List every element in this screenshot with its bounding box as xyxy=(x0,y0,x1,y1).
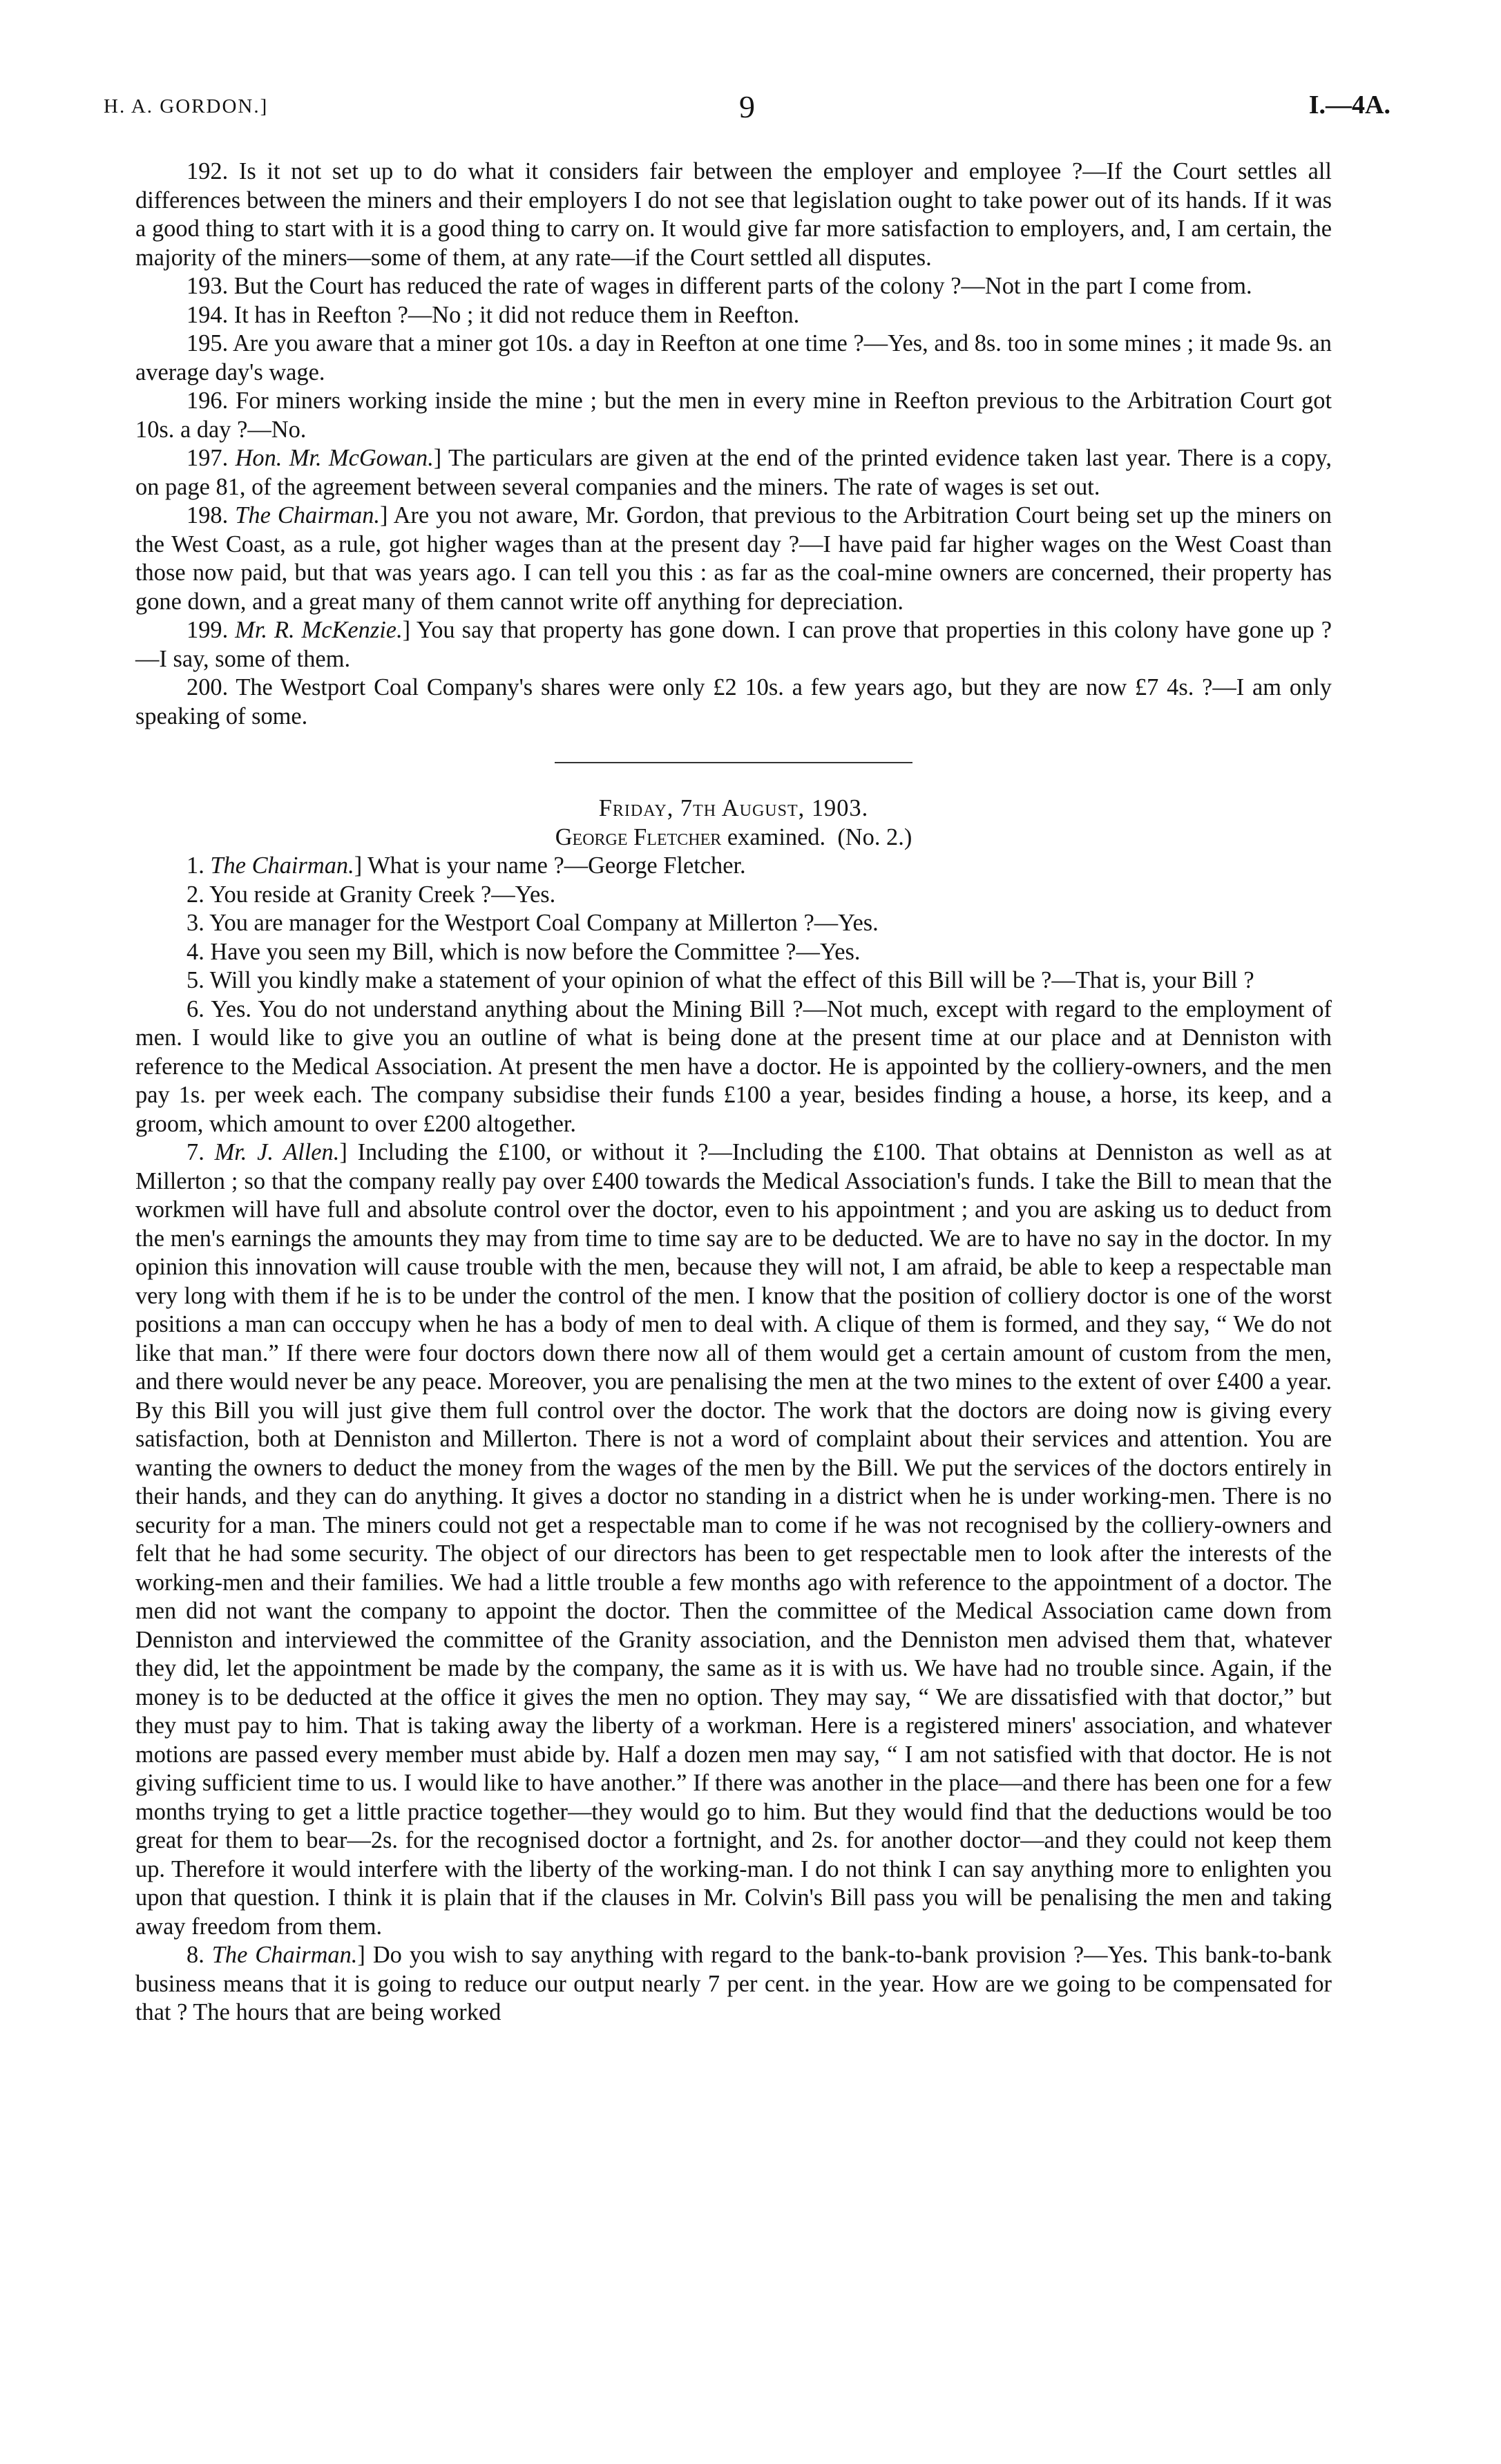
question-paragraph: 5. Will you kindly make a statement of your opinion of what the effect of this Bill will be ?—That is, your Bill ? xyxy=(187,967,1254,993)
question-number: 199. xyxy=(187,617,229,643)
section-date: Friday, 7th August, 1903. xyxy=(598,795,869,821)
question-paragraph: 193. But the Court has reduced the rate of wages in different parts of the colony ?—Not in the part I come from. xyxy=(187,273,1252,299)
question-paragraph: 199. Mr. R. McKenzie.] You say that property has gone down. I can prove that properties in this colony have gone up ?—I say, some of them. xyxy=(135,617,1332,672)
page-number: 9 xyxy=(739,89,755,124)
question-paragraph: 1. The Chairman.] What is your name ?—George Fletcher. xyxy=(187,852,746,879)
question-text: You say that property has gone down. I can prove that properties in this colony have gone up ?—I say, some of them. xyxy=(135,617,1332,672)
question-paragraph: 200. The Westport Coal Company's shares were only £2 10s. a few years ago, but they are now £7 4s. ?—I am only speaking of some. xyxy=(135,674,1332,729)
document-code: I.—4A. xyxy=(1308,90,1390,120)
witness-heading xyxy=(135,823,1332,852)
speaker-name: Hon. Mr. McGowan. xyxy=(235,445,434,471)
question-number: 8. xyxy=(187,1942,204,1968)
question-paragraph: 3. You are manager for the Westport Coal Company at Millerton ?—Yes. xyxy=(187,910,879,936)
question-paragraph: 194. It has in Reefton ?—No ; it did not reduce them in Reefton. xyxy=(187,301,800,328)
question-paragraph: 8. The Chairman.] Do you wish to say anything with regard to the bank-to-bank provision ?—Yes. This bank-to-bank business means that it is going to reduce our output nearly 7 per cent. in the year. How are we going to be compensated for that ? The hours that are being worked xyxy=(135,1942,1332,2025)
evidence-body xyxy=(135,157,1332,2027)
question-paragraph: 192. Is it not set up to do what it considers fair between the employer and employee ?—If the Court settles all differences between the miners and their employers I do not see that legislation ought to take power out of its hands. If it was a good thing to start with it is a good thing to carry on. It would give far more satisfaction to employers, and, I am certain, the majority of the miners—some of them, at any rate—if the Court settled all disputes. xyxy=(135,158,1332,271)
question-text: Do you wish to say anything with regard to the bank-to-bank provision ?—Yes. This bank-to-bank business means that it is going to reduce our output nearly 7 per cent. in the year. How are we going to be compensated for that ? The hours that are being worked xyxy=(135,1942,1332,2025)
question-text: Are you not aware, Mr. Gordon, that previous to the Arbitration Court being set up the miners on the West Coast, as a rule, got higher wages than at the present day ?—I have paid far higher wages on the West Coast than those now paid, but that was years ago. I can tell you this : as far as the coal-mine owners are concerned, their property has gone down, and a great many of them cannot write off anything for depreciation. xyxy=(135,502,1332,615)
speaker-name: The Chairman. xyxy=(211,1942,358,1968)
question-text: Including the £100, or without it ?—Including the £100. That obtains at Denniston as well as at Millerton ; so that the company really pay over £400 towards the Medical Association's funds. I take the Bill to mean that the workmen will have full and absolute control over the doctor, even to his appointment ; and you are asking us to deduct from the men's earnings the amounts they may from time to time say are to be deducted. We are to have no say in the doctor. In my opinion this innovation will cause trouble with the men, because they will not, I am afraid, be able to keep a respectable man very long with them if he is to be under the control of the men. I know that the position of colliery doctor is one of the worst positions a man can occcupy when he has a body of men to deal with. A clique of them is formed, and they say, “ We do not like that man.” If there were four doctors down there now all of them would get a certain amount of custom from the men, and there would never be any peace. Moreover, you are penalising the men at the two mines to the extent of over £400 a year. By this Bill you will just give them full control over the doctor. The work that the doctors are doing now is giving every satisfaction, both at Denniston and Millerton. There is not a word of complaint about their services and attention. You are wanting the owners to deduct the money from the wages of the men by the Bill. We put the services of the doctors entirely in their hands, and they can do anything. It gives a doctor no standing in a district when he is under working-men. There is no security for a man. The miners could not get a respectable man to come if he was not recognised by the colliery-owners and felt that he had some security. The object of our directors has been to get respectable men to look after the interests of the working-men and their families. We had a little trouble a few months ago with reference to the appointment of a doctor. The men did not want the company to appoint the doctor. Then the committee of the Medical Association came down from Denniston and interviewed the committee of the Granity association, and the Denniston men advised them that, whatever they did, let the appointment be made by the company, the same as it is with us. We have had no trouble since. Again, if the money is to be deducted at the office it gives the men no option. They may say, “ We are dissatisfied with that doctor,” but they must pay to him. That is taking away the liberty of a workman. Here is a registered miners' association, and whatever motions are passed every member must abide by. Half a dozen men may say, “ I am not satisfied with that doctor. He is not giving sufficient time to us. I would like to have another.” If there was another in the place—and there has been one for a few months trying to get a little practice together—they would go to him. But they would find that the deductions would be too great for them to bear—2s. for the recognised doctor a fortnight, and 2s. for another doctor—and they could not keep them up. Therefore it would interfere with the liberty of the working-man. I do not think I can say anything more to enlighten you upon that question. I think it is plain that if the clauses in Mr. Colvin's Bill pass you will be penalising the men and taking away freedom from them. xyxy=(135,1139,1332,1940)
question-number: 1. xyxy=(187,852,204,879)
question-paragraph: 196. For miners working inside the mine ; but the men in every mine in Reefton previous to the Arbitration Court got 10s. a day ?—No. xyxy=(135,388,1332,443)
question-paragraph: 198. The Chairman.] Are you not aware, Mr. Gordon, that previous to the Arbitration Court being set up the miners on the West Coast, as a rule, got higher wages than at the present day ?—I have paid far higher wages on the West Coast than those now paid, but that was years ago. I can tell you this : as far as the coal-mine owners are concerned, their property has gone down, and a great many of them cannot write off anything for depreciation. xyxy=(135,502,1332,615)
question-paragraph: 195. Are you aware that a miner got 10s. a day in Reefton at one time ?—Yes, and 8s. too in some mines ; it made 9s. an average day's wage. xyxy=(135,330,1332,385)
speaker-name: Mr. J. Allen. xyxy=(214,1139,340,1165)
question-paragraph: 7. Mr. J. Allen.] Including the £100, or without it ?—Including the £100. That obtains at Denniston as well as at Millerton ; so that the company really pay over £400 towards the Medical Association's funds. I take the Bill to mean that the workmen will have full and absolute control over the doctor, even to his appointment ; and you are asking us to deduct from the men's earnings the amounts they may from time to time say are to be deducted. We are to have no say in the doctor. In my opinion this innovation will cause trouble with the men, because they will not, I am afraid, be able to keep a respectable man very long with them if he is to be under the control of the men. I know that the position of colliery doctor is one of the worst positions a man can occcupy when he has a body of men to deal with. A clique of them is formed, and they say, “ We do not like that man.” If there were four doctors down there now all of them would get a certain amount of custom from the men, and there would never be any peace. Moreover, you are penalising the men at the two mines to the extent of over £400 a year. By this Bill you will just give them full control over the doctor. The work that the doctors are doing now is giving every satisfaction, both at Denniston and Millerton. There is not a word of complaint about their services and attention. You are wanting the owners to deduct the money from the wages of the men by the Bill. We put the services of the doctors entirely in their hands, and they can do anything. It gives a doctor no standing in a district when he is under working-men. There is no security for a man. The miners could not get a respectable man to come if he was not recognised by the colliery-owners and felt that he had some security. The object of our directors has been to get respectable men to look after the interests of the working-men and their families. We had a little trouble a few months ago with reference to the appointment of a doctor. The men did not want the company to appoint the doctor. Then the committee of the Medical Association came down from Denniston and interviewed the committee of the Granity association, and the Denniston men advised them that, whatever they did, let the appointment be made by the company, the same as it is with us. We have had no trouble since. Again, if the money is to be deducted at the office it gives the men no option. They may say, “ We are dissatisfied with that doctor,” but they must pay to him. That is taking away the liberty of a workman. Here is a registered miners' association, and whatever motions are passed every member must abide by. Half a dozen men may say, “ I am not satisfied with that doctor. He is not giving sufficient time to us. I would like to have another.” If there was another in the place—and there has been one for a few months trying to get a little practice together—they would go to him. But they would find that the deductions would be too great for them to bear—2s. for the recognised doctor a fortnight, and 2s. for another doctor—and they could not keep them up. Therefore it would interfere with the liberty of the working-man. I do not think I can say anything more to enlighten you upon that question. I think it is plain that if the clauses in Mr. Colvin's Bill pass you will be penalising the men and taking away freedom from them. xyxy=(135,1139,1332,1940)
question-text: What is your name ?—George Fletcher. xyxy=(367,852,746,879)
speaker-name: The Chairman. xyxy=(210,852,354,879)
question-paragraph: 2. You reside at Granity Creek ?—Yes. xyxy=(187,881,556,908)
question-number: 197. xyxy=(187,445,229,471)
question-paragraph: 197. Hon. Mr. McGowan.] The particulars are given at the end of the printed evidence taken last year. There is a copy, on page 81, of the agreement between several companies and the miners. The rate of wages is set out. xyxy=(135,445,1332,500)
running-header xyxy=(104,91,1390,133)
witness-number: (No. 2.) xyxy=(837,823,912,850)
section-divider xyxy=(555,762,912,763)
question-number: 198. xyxy=(187,502,229,528)
speaker-name: The Chairman. xyxy=(235,502,381,528)
header-witness-name: H. A. GORDON.] xyxy=(104,95,269,117)
question-paragraph: 4. Have you seen my Bill, which is now before the Committee ?—Yes. xyxy=(187,938,861,965)
speaker-name: Mr. R. McKenzie. xyxy=(235,617,403,643)
question-paragraph: 6. Yes. You do not understand anything about the Mining Bill ?—Not much, except with regard to the employment of men. I would like to give you an outline of what is being done at the present time at our place and at Denniston with reference to the Medical Association. At present the men have a doctor. He is appointed by the colliery-owners, and the men pay 1s. per week each. The company subsidise their funds £100 a year, besides finding a house, a horse, its keep, and a groom, which amount to over £200 altogether. xyxy=(135,995,1332,1137)
question-number: 7. xyxy=(187,1139,204,1165)
question-text: The particulars are given at the end of the printed evidence taken last year. There is a copy, on page 81, of the agreement between several companies and the miners. The rate of wages is set out. xyxy=(135,445,1332,500)
witness-examined: examined. xyxy=(727,823,826,850)
witness-name: George Fletcher xyxy=(555,823,722,850)
